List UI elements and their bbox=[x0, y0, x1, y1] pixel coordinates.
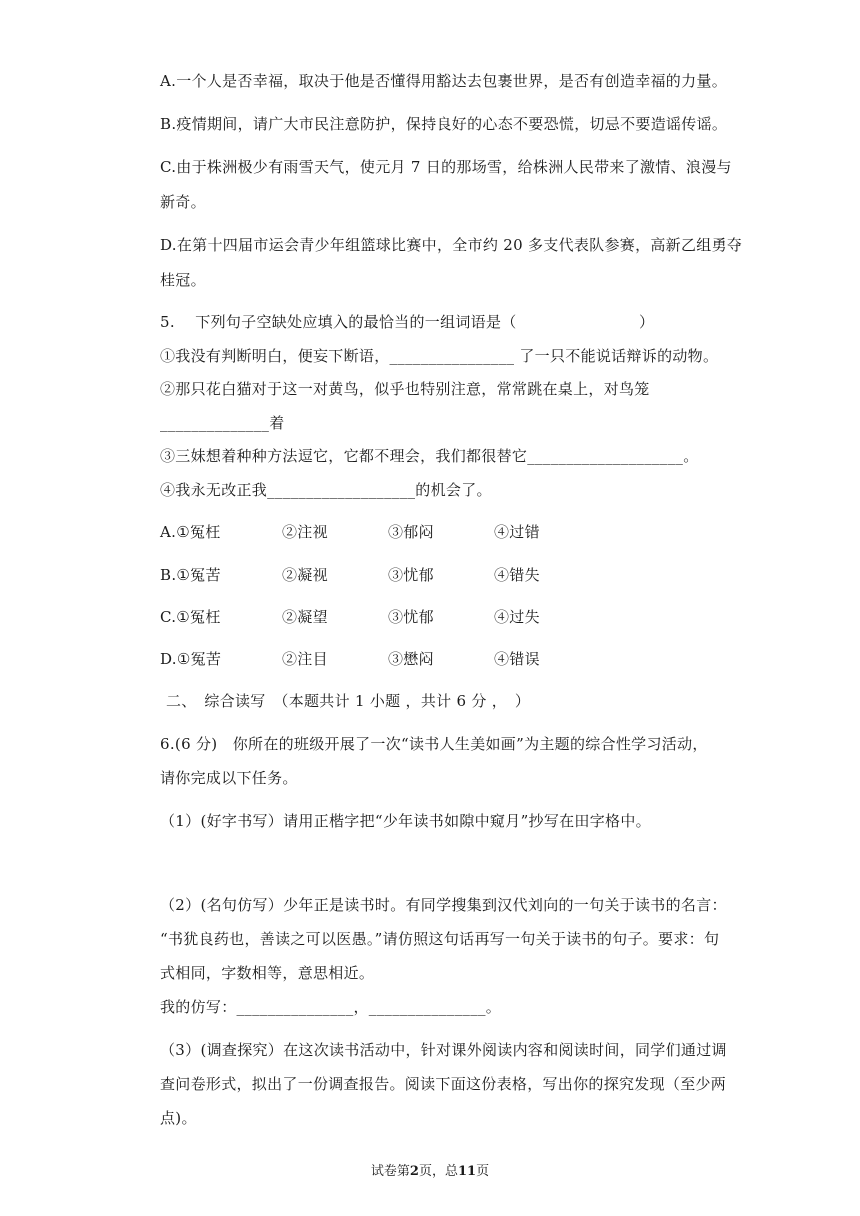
option-letter: C.①冤枉 bbox=[160, 608, 221, 626]
q5-sentence-4: ④我永无改正我___________________的机会了。 bbox=[160, 481, 492, 499]
option-word-3: ③郁闷 bbox=[388, 523, 434, 541]
q4-option-b: B.疫情期间，请广大市民注意防护，保持良好的心态不要恐慌，切忌不要造谣传谣。 bbox=[160, 115, 728, 133]
q5-stem: 5. 下列句子空缺处应填入的最恰当的一组词语是（ ） bbox=[160, 313, 655, 331]
q4-option-c-continued: 新奇。 bbox=[160, 193, 206, 211]
option-letter: D.①冤苦 bbox=[160, 650, 222, 668]
footer-middle: 页，总 bbox=[418, 1164, 458, 1179]
q5-sentence-1: ①我没有判断明白，便妄下断语，________________ 了一只不能说话辩诉的动物。 bbox=[160, 347, 719, 365]
option-letter: A.①冤枉 bbox=[160, 523, 221, 541]
q5-sentence-2-continued: ______________着 bbox=[160, 414, 285, 432]
q6-task-2: （2）(名句仿写）少年正是读书时。有同学搜集到汉代刘向的一句关于读书的名言： bbox=[160, 896, 727, 914]
page-footer bbox=[0, 1163, 860, 1181]
q6-task-3: （3）(调查探究）在这次读书活动中，针对课外阅读内容和阅读时间，同学们通过调 bbox=[160, 1041, 727, 1059]
option-word-4: ④过失 bbox=[494, 608, 540, 626]
q6-stem: 6.(6 分) 你所在的班级开展了一次“读书人生美如画”为主题的综合性学习活动， bbox=[160, 735, 708, 753]
option-word-4: ④错失 bbox=[494, 566, 540, 584]
section-heading: 二、 综合读写 （本题共计 1 小题 ，共计 6 分 ， ） bbox=[166, 692, 531, 710]
q5-sentence-2: ②那只花白猫对于这一对黄鸟，似乎也特别注意，常常跳在桌上，对鸟笼 bbox=[160, 380, 650, 398]
option-word-3: ③懋闷 bbox=[388, 650, 434, 668]
q5-sentence-3: ③三妹想着种种方法逗它，它都不理会，我们都很替它____________________。 bbox=[160, 447, 699, 465]
q4-option-d: D.在第十四届市运会青少年组篮球比赛中，全市约 20 多支代表队参赛，高新乙组勇夺 bbox=[160, 236, 743, 254]
q6-task-3-end: 点)。 bbox=[160, 1109, 197, 1127]
q4-option-d-continued: 桂冠。 bbox=[160, 271, 206, 289]
q4-option-a: A.一个人是否幸福，取决于他是否懂得用豁达去包裹世界，是否有创造幸福的力量。 bbox=[160, 72, 728, 90]
q6-task-2-requirement: 式相同，字数相等，意思相近。 bbox=[160, 964, 375, 982]
option-word-2: ②注目 bbox=[282, 650, 328, 668]
option-word-3: ③忧郁 bbox=[388, 608, 434, 626]
footer-total-pages: 11 bbox=[457, 1164, 477, 1179]
option-letter: B.①冤苦 bbox=[160, 566, 221, 584]
q6-task-3-continued: 查问卷形式，拟出了一份调查报告。阅读下面这份表格，写出你的探究发现（至少两 bbox=[160, 1075, 727, 1093]
option-word-3: ③忧郁 bbox=[388, 566, 434, 584]
option-word-4: ④错误 bbox=[494, 650, 540, 668]
footer-suffix: 页 bbox=[476, 1164, 490, 1179]
option-word-2: ②注视 bbox=[282, 523, 328, 541]
q6-stem-continued: 请你完成以下任务。 bbox=[160, 769, 298, 787]
footer-prefix: 试卷第 bbox=[370, 1164, 410, 1179]
q6-task-2-continued: “书犹良药也，善读之可以医愚。”请仿照这句话再写一句关于读书的句子。要求：句 bbox=[160, 930, 720, 948]
option-word-2: ②凝视 bbox=[282, 566, 328, 584]
option-word-2: ②凝望 bbox=[282, 608, 328, 626]
option-word-4: ④过错 bbox=[494, 523, 540, 541]
q6-task-1: （1）(好字书写）请用正楷字把“少年读书如隙中窥月”抄写在田字格中。 bbox=[160, 812, 651, 830]
q6-task-2-answer-line: 我的仿写：_______________，_______________。 bbox=[160, 998, 502, 1016]
footer-page-number: 2 bbox=[409, 1164, 419, 1179]
q4-option-c: C.由于株洲极少有雨雪天气，使元月 7 日的那场雪，给株洲人民带来了激情、浪漫与 bbox=[160, 158, 732, 176]
